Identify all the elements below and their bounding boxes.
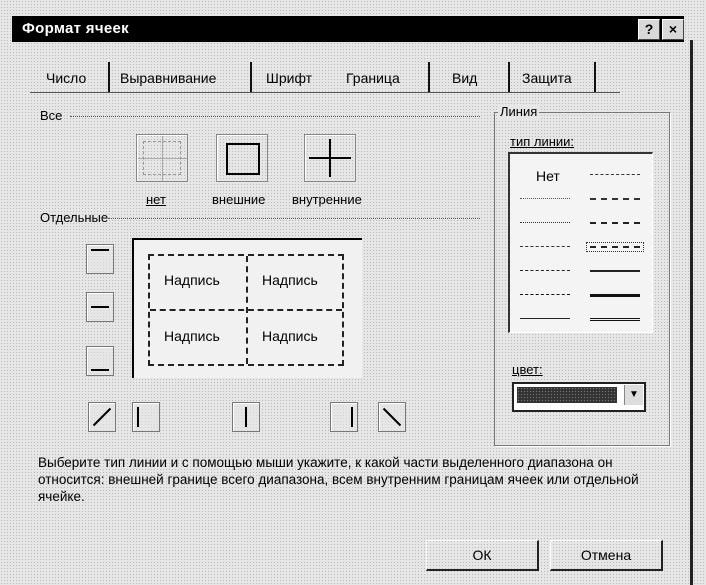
line-color-label: цвет: — [512, 362, 543, 377]
border-middle-icon — [91, 306, 109, 308]
line-style-option[interactable] — [520, 294, 570, 295]
line-style-option[interactable] — [590, 198, 640, 200]
tab-protection[interactable]: Защита — [522, 70, 572, 86]
help-text: Выберите тип линии и с помощью мыши укажите, к какой части выделенного диапазона он относится: внешней границе всего диапазона, всем внутренним границам ячеек или отдельной ячейке. — [38, 455, 639, 504]
border-diagonal-up-button[interactable] — [88, 402, 116, 432]
line-style-option[interactable] — [590, 270, 640, 272]
preset-inside-label: внутренние — [292, 192, 362, 207]
border-group-label: Отдельные — [40, 210, 109, 225]
presets-group-label: Все — [40, 108, 63, 123]
border-left-button[interactable] — [132, 402, 160, 432]
preset-inside-button[interactable] — [304, 134, 356, 182]
border-middle-horizontal-button[interactable] — [86, 292, 114, 322]
border-top-icon — [91, 249, 109, 251]
border-vertical-icon — [245, 407, 247, 427]
diagonal-down-icon — [383, 408, 401, 426]
border-preview[interactable] — [132, 238, 362, 378]
tab-separator — [594, 62, 596, 92]
group-divider — [70, 116, 480, 117]
preview-cell: Надпись — [262, 328, 318, 344]
line-group-label: Линия — [500, 104, 538, 119]
line-style-option[interactable] — [520, 318, 570, 319]
border-right-button[interactable] — [330, 402, 358, 432]
group-divider — [108, 218, 480, 219]
preset-none-button[interactable] — [136, 134, 188, 182]
title-bar — [12, 16, 684, 42]
tab-patterns[interactable]: Вид — [452, 70, 478, 86]
line-style-option[interactable] — [590, 294, 640, 297]
preview-cell: Надпись — [164, 328, 220, 344]
tab-border[interactable]: Граница — [346, 70, 400, 86]
line-style-none[interactable]: Нет — [536, 168, 560, 184]
outline-icon — [226, 143, 260, 175]
line-style-option[interactable] — [590, 318, 640, 321]
preset-outline-label: внешние — [212, 192, 266, 207]
tab-number[interactable]: Число — [46, 70, 87, 86]
tab-separator — [508, 62, 510, 92]
line-style-list[interactable] — [508, 152, 653, 333]
border-bottom-button[interactable] — [86, 346, 114, 376]
border-bottom-icon — [91, 369, 109, 371]
line-style-option[interactable] — [520, 270, 570, 271]
tab-separator — [108, 62, 110, 92]
preset-outline-button[interactable] — [216, 134, 268, 182]
border-middle-vertical-button[interactable] — [232, 402, 260, 432]
line-style-option[interactable] — [520, 246, 570, 247]
line-color-select[interactable] — [512, 382, 646, 412]
line-style-option[interactable] — [520, 198, 570, 199]
ok-button[interactable]: ОК — [426, 540, 539, 571]
preview-horizontal-line — [150, 309, 342, 311]
border-top-button[interactable] — [86, 244, 114, 274]
chevron-down-icon[interactable]: ▼ — [624, 385, 643, 405]
border-left-icon — [137, 407, 139, 427]
preview-cell: Надпись — [262, 272, 318, 288]
tab-separator — [250, 62, 252, 92]
tab-alignment[interactable]: Выравнивание — [120, 70, 217, 86]
line-style-option-selected[interactable] — [590, 246, 640, 248]
inside-icon-h — [309, 157, 351, 159]
tab-separator — [428, 62, 430, 92]
preview-grid — [148, 254, 344, 366]
cancel-button[interactable]: Отмена — [550, 540, 663, 571]
window-title: Формат ячеек — [22, 20, 129, 37]
border-right-icon — [351, 407, 353, 427]
line-style-option[interactable] — [590, 174, 640, 175]
help-button[interactable]: ? — [638, 19, 660, 40]
tab-strip-line — [30, 92, 620, 93]
close-button[interactable]: × — [662, 19, 684, 40]
tab-font[interactable]: Шрифт — [266, 70, 313, 86]
preset-none-label: нет — [146, 192, 166, 207]
window-frame-right — [690, 40, 693, 585]
color-swatch — [517, 387, 617, 403]
line-style-label: тип линии: — [510, 134, 575, 149]
preview-cell: Надпись — [164, 272, 220, 288]
diagonal-up-icon — [93, 408, 111, 426]
line-style-option[interactable] — [590, 222, 640, 224]
border-diagonal-down-button[interactable] — [378, 402, 406, 432]
line-style-option[interactable] — [520, 222, 570, 223]
